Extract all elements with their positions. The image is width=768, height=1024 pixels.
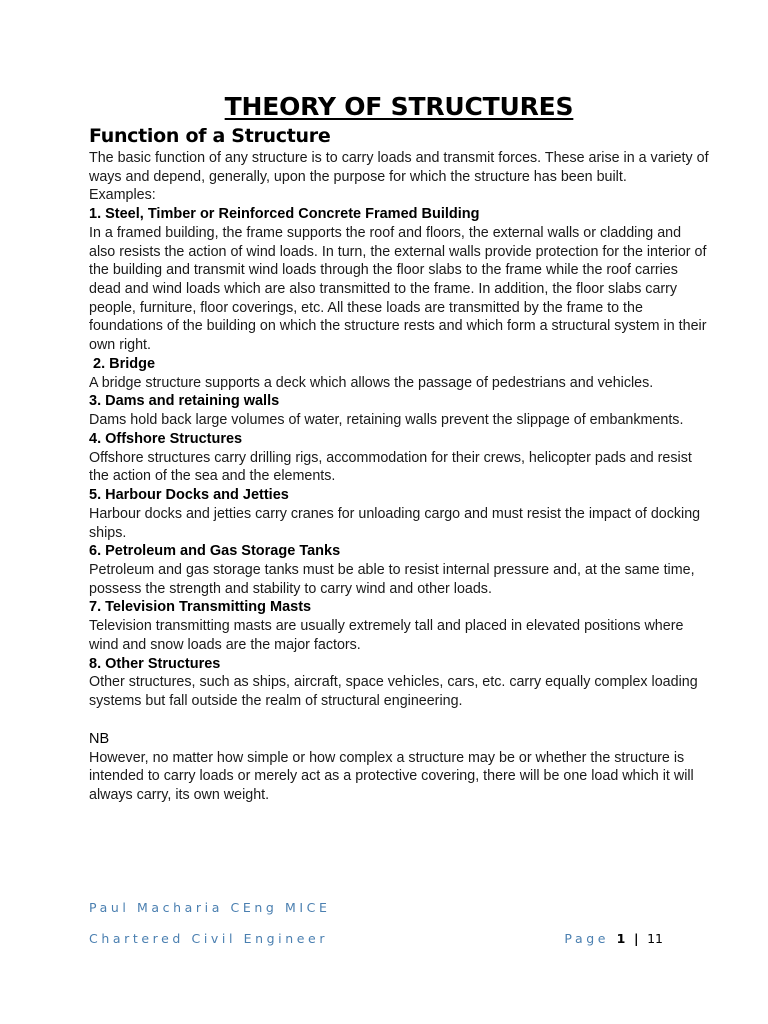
- example-body: Television transmitting masts are usually extremely tall and placed in elevated positions where wind and snow loads are the major factors.: [89, 618, 684, 653]
- example-heading: 2. Bridge: [89, 355, 156, 372]
- example-body: In a framed building, the frame supports the roof and floors, the external walls or cladding and also resists the action of wind loads. In turn, the external walls provide protection for the interior of the building and transmit wind loads through the floor slabs to the frame while the roof carries dead and wind loads which are also transmitted to the frame. In addition, the floor slabs carry people, furniture, floor coverings, etc. All these loads are transmitted by the frame to the foundations of the building on which the structure rests and which form a structural system in their own right.: [89, 224, 707, 354]
- example-heading: 1. Steel, Timber or Reinforced Concrete Framed Building: [89, 206, 480, 223]
- example-5: [89, 486, 709, 542]
- section-heading: Function of a Structure: [89, 125, 331, 147]
- example-body: Offshore structures carry drilling rigs, accommodation for their crews, helicopter pads and resist the action of the sea and the elements.: [89, 449, 692, 485]
- example-8: [89, 655, 709, 711]
- example-6: [89, 542, 709, 598]
- page-separator: |: [633, 931, 640, 946]
- example-heading: 6. Petroleum and Gas Storage Tanks: [89, 543, 341, 560]
- example-heading: 4. Offshore Structures: [89, 430, 243, 447]
- page-content: [89, 92, 709, 805]
- example-3: [89, 392, 709, 430]
- footer-role: Chartered Civil Engineer: [89, 931, 329, 946]
- example-body: A bridge structure supports a deck which allows the passage of pedestrians and vehicles.: [89, 374, 654, 391]
- page-label: Page: [564, 931, 610, 946]
- nb-heading: NB: [89, 730, 110, 747]
- example-7: [89, 598, 709, 654]
- nb-paragraph: However, no matter how simple or how complex a structure may be or whether the structure is intended to carry loads or merely act as a protective covering, there will be one load which it will always carry, its own weight.: [89, 749, 694, 804]
- footer-author: Paul Macharia CEng MICE: [89, 900, 331, 915]
- nb-note: [89, 730, 709, 805]
- example-body: Harbour docks and jetties carry cranes for unloading cargo and must resist the impact of docking ships.: [89, 505, 701, 541]
- examples-label: Examples:: [89, 187, 156, 204]
- example-heading: 8. Other Structures: [89, 655, 221, 672]
- example-body: Petroleum and gas storage tanks must be able to resist internal pressure and, at the same time, possess the strength and stability to carry wind and other loads.: [89, 562, 695, 597]
- intro-paragraph: The basic function of any structure is to carry loads and transmit forces. These arise in a variety of ways and depend, generally, upon the purpose for which the structure has been built.: [89, 150, 709, 185]
- example-heading: 7. Television Transmitting Masts: [89, 599, 312, 616]
- example-2: [89, 355, 709, 393]
- page-number: 1: [616, 931, 627, 946]
- example-heading: 3. Dams and retaining walls: [89, 393, 280, 410]
- example-1: [89, 205, 709, 355]
- page-indicator: [564, 931, 663, 946]
- footer-bar: [89, 931, 663, 946]
- example-body: Other structures, such as ships, aircraft, space vehicles, cars, etc. carry equally complex loading systems but fall outside the realm of structural engineering.: [89, 674, 698, 710]
- example-heading: 5. Harbour Docks and Jetties: [89, 487, 289, 504]
- example-4: [89, 430, 709, 486]
- document-title: THEORY OF STRUCTURES: [224, 92, 574, 121]
- page-total: 11: [647, 931, 663, 946]
- example-body: Dams hold back large volumes of water, retaining walls prevent the slippage of embankments.: [89, 412, 684, 429]
